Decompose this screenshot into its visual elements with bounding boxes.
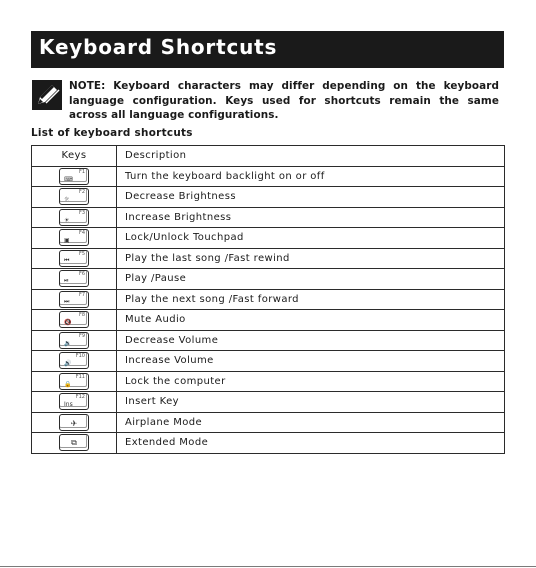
description-cell: Turn the keyboard backlight on or off xyxy=(117,166,505,187)
key-cell xyxy=(32,433,117,454)
list-title: List of keyboard shortcuts xyxy=(31,127,193,139)
description-cell: Mute Audio xyxy=(117,310,505,331)
description-header: Description xyxy=(117,146,505,167)
key-cell xyxy=(32,412,117,433)
function-key-label: F1 xyxy=(78,168,85,175)
key-cell xyxy=(32,371,117,392)
table-row xyxy=(32,166,505,187)
table-row xyxy=(32,433,505,454)
key-cell xyxy=(32,187,117,208)
function-key-label: F6 xyxy=(78,271,85,278)
keycap-icon xyxy=(59,311,89,328)
function-key-label: F2 xyxy=(78,189,85,196)
function-key-label: F5 xyxy=(78,250,85,257)
key-symbol-icon: ✈ xyxy=(70,418,78,428)
description-cell: Play the next song /Fast forward xyxy=(117,289,505,310)
keycap-icon xyxy=(59,229,89,246)
keycap-icon xyxy=(59,352,89,369)
function-key-label: F4 xyxy=(78,230,85,237)
key-symbol-icon: 🔒 xyxy=(64,380,72,388)
title-banner xyxy=(31,31,504,68)
keycap-icon xyxy=(59,209,89,226)
keycap-icon xyxy=(59,332,89,349)
key-symbol-icon: ☀ xyxy=(64,216,70,224)
table-row xyxy=(32,248,505,269)
keycap-icon xyxy=(59,393,89,410)
description-cell: Extended Mode xyxy=(117,433,505,454)
keycap-icon xyxy=(59,168,89,185)
description-cell: Decrease Brightness xyxy=(117,187,505,208)
key-cell xyxy=(32,310,117,331)
table-row xyxy=(32,228,505,249)
bottom-rule xyxy=(0,566,536,567)
key-cell xyxy=(32,392,117,413)
function-key-label: F10 xyxy=(75,353,85,360)
key-symbol-icon: ▣ xyxy=(64,237,70,245)
keycap-icon xyxy=(59,250,89,267)
page-title: Keyboard Shortcuts xyxy=(39,35,278,59)
key-symbol-icon: Ins xyxy=(64,401,73,409)
pencil-note-icon xyxy=(32,80,62,110)
description-cell: Increase Volume xyxy=(117,351,505,372)
table-row xyxy=(32,412,505,433)
key-cell xyxy=(32,289,117,310)
key-symbol-icon: ⏭ xyxy=(64,297,70,305)
table-row xyxy=(32,330,505,351)
key-symbol-icon: 🔉 xyxy=(64,339,72,347)
key-cell xyxy=(32,207,117,228)
table-row xyxy=(32,371,505,392)
key-symbol-icon: 🔊 xyxy=(64,360,72,368)
key-cell xyxy=(32,228,117,249)
keycap-icon xyxy=(59,270,89,287)
key-cell xyxy=(32,248,117,269)
description-cell: Play the last song /Fast rewind xyxy=(117,248,505,269)
table-row xyxy=(32,351,505,372)
key-symbol-icon: ☼ xyxy=(64,196,70,204)
table-header-row xyxy=(32,146,505,167)
description-cell: Lock/Unlock Touchpad xyxy=(117,228,505,249)
description-cell: Airplane Mode xyxy=(117,412,505,433)
function-key-label: F7 xyxy=(78,291,85,298)
keys-header: Keys xyxy=(32,146,117,167)
table-row xyxy=(32,392,505,413)
table-row xyxy=(32,310,505,331)
key-symbol-icon: ⏮ xyxy=(64,256,70,264)
function-key-label: F8 xyxy=(78,312,85,319)
key-symbol-icon: ⧉ xyxy=(71,438,77,448)
key-cell xyxy=(32,351,117,372)
function-key-label: F11 xyxy=(75,373,85,380)
description-cell: Increase Brightness xyxy=(117,207,505,228)
key-symbol-icon: ⏯ xyxy=(64,277,69,285)
keycap-icon xyxy=(59,188,89,205)
key-symbol-icon: ⌨ xyxy=(64,175,73,183)
description-cell: Insert Key xyxy=(117,392,505,413)
table-row xyxy=(32,289,505,310)
table-row xyxy=(32,269,505,290)
keycap-icon xyxy=(59,414,89,431)
function-key-label: F9 xyxy=(78,332,85,339)
function-key-label: F12 xyxy=(75,394,85,401)
description-cell: Play /Pause xyxy=(117,269,505,290)
key-cell xyxy=(32,330,117,351)
key-cell xyxy=(32,166,117,187)
key-symbol-icon: 🔇 xyxy=(64,319,72,327)
shortcuts-table xyxy=(31,145,505,454)
keycap-icon xyxy=(59,291,89,308)
description-cell: Lock the computer xyxy=(117,371,505,392)
note-text: NOTE: Keyboard characters may differ depending on the keyboard language configuration. Keys used for shortcuts remain the same across all language configurations. xyxy=(69,80,499,121)
description-cell: Decrease Volume xyxy=(117,330,505,351)
table-row xyxy=(32,207,505,228)
function-key-label: F3 xyxy=(78,209,85,216)
keycap-icon xyxy=(59,373,89,390)
keycap-icon xyxy=(59,434,89,451)
table-row xyxy=(32,187,505,208)
key-cell xyxy=(32,269,117,290)
